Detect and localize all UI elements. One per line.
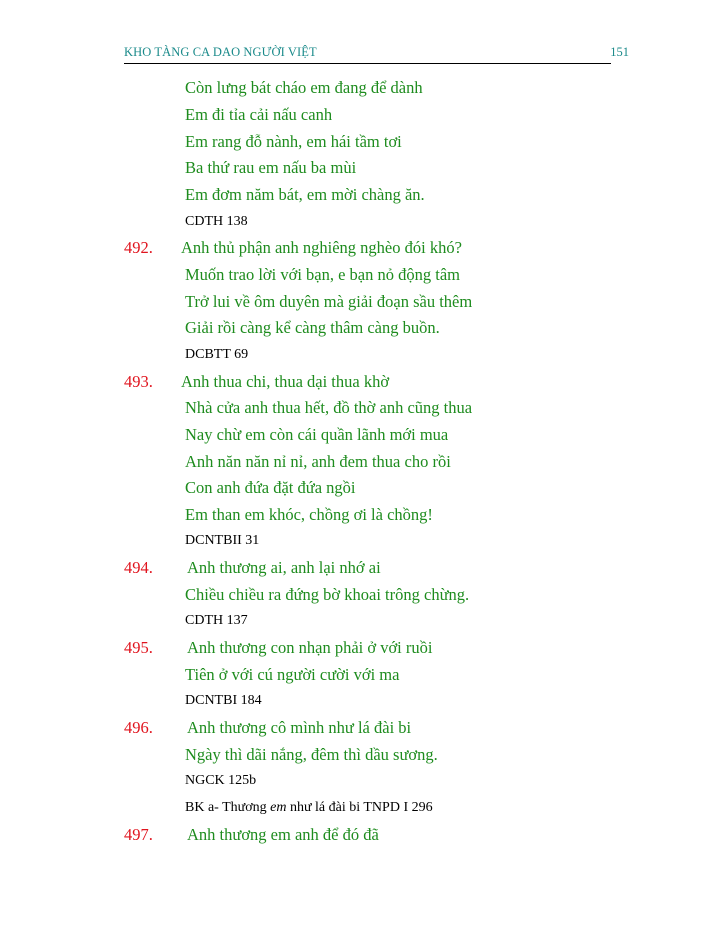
verse-line: Còn lưng bát cháo em đang để dành [185,78,423,97]
verse-line: Ba thứ rau em nấu ba mùi [185,158,357,177]
source-citation: DCNTBII 31 [185,533,260,548]
verse-line: Anh thương cô mình như lá đài bi [187,718,412,737]
verse-line: Giải rồi càng kể càng thâm càng buồn. [185,318,440,337]
verse-line: Con anh đứa đặt đứa ngồi [185,478,356,497]
italic-word: em [270,800,287,815]
entry-number: 492. [124,238,153,257]
source-citation: NGCK 125b [185,773,257,788]
source-citation: DCNTBI 184 [185,693,262,708]
verse-line: Muốn trao lời với bạn, e bạn nỏ động tâm [185,265,460,284]
verse-line: Nay chừ em còn cái quần lãnh mới mua [185,425,449,444]
entry-number: 494. [124,558,153,577]
verse-line: Tiên ở với cú người cười với ma [185,665,400,684]
verse-line: Em đi tỉa cải nấu canh [185,105,333,124]
verse-line: Anh thủ phận anh nghiêng nghèo đói khó? [181,238,462,257]
source-citation: DCBTT 69 [185,347,249,362]
verse-line: Chiều chiều ra đứng bờ khoai trông chừng. [185,585,470,604]
verse-line: Anh thương em anh để đó đã [187,825,379,844]
source-citation: CDTH 138 [185,214,248,229]
entry-number: 496. [124,718,153,737]
verse-line: Ngày thì dãi nắng, đêm thì dầu sương. [185,745,438,764]
verse-line: Trở lui về ôm duyên mà giải đoạn sầu thêm [185,292,473,311]
verse-line: Nhà cửa anh thua hết, đồ thờ anh cũng thua [185,398,473,417]
entry-number: 495. [124,638,153,657]
header-title: KHO TÀNG CA DAO NGƯỜI VIỆT [124,45,317,59]
verse-line: Anh thua chi, thua dại thua khờ [181,372,390,391]
verse-line: Em than em khóc, chồng ơi là chồng! [185,505,433,524]
verse-line: Anh thương con nhạn phải ở với ruồi [187,638,433,657]
running-header [124,45,629,65]
verse-line: Anh năn năn nỉ nỉ, anh đem thua cho rồi [185,452,451,471]
page-number: 151 [610,45,629,59]
header-rule [124,63,611,64]
source-variant-citation: BK a- Thương em như lá đài bi TNPD I 296 [185,800,433,815]
verse-line: Em rang đỗ nành, em hái tầm tơi [185,132,402,151]
entry-number: 493. [124,372,153,391]
entry-number: 497. [124,825,153,844]
verse-line: Anh thương ai, anh lại nhớ ai [187,558,381,577]
source-citation: CDTH 137 [185,613,248,628]
verse-line: Em đơm năm bát, em mời chàng ăn. [185,185,425,204]
